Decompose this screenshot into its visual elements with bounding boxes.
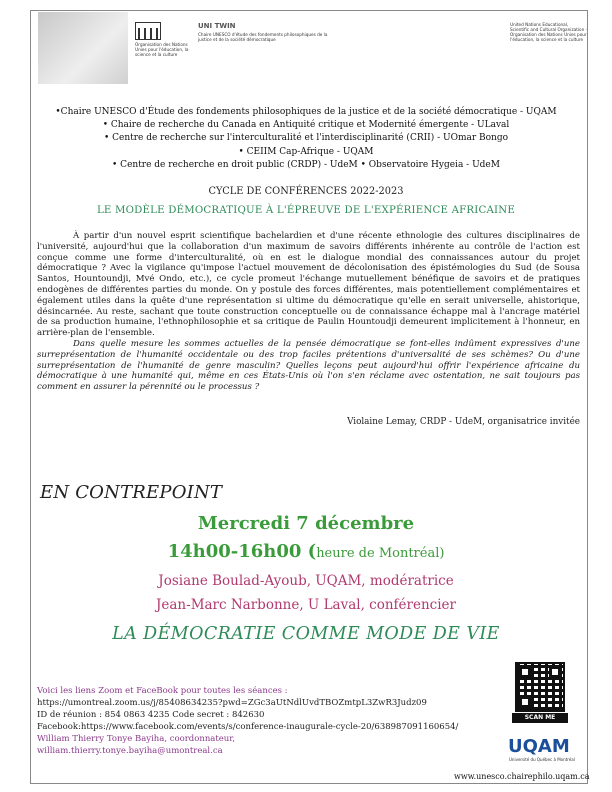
- chair-item: • Centre de recherche en droit public (CRDP) - UdeM • Observatoire Hygeia - UdeM: [112, 159, 500, 170]
- zoom-link[interactable]: https://umontreal.zoom.us/j/85408634235?pwd=ZGc3aUtNdlUvdTBOZmtpL3ZwR3Judz09: [37, 698, 427, 708]
- meeting-id: ID de réunion : 854 0863 4235 Code secret : 842630: [37, 710, 265, 720]
- event-time-range: 14h00-16h00 (: [167, 541, 317, 562]
- scan-me-label: SCAN ME: [512, 713, 568, 723]
- talk-title: LA DÉMOCRATIE COMME MODE DE VIE: [112, 624, 500, 644]
- links-block: [37, 685, 458, 757]
- event-label: EN CONTREPOINT: [40, 482, 223, 503]
- chairs-list: [30, 106, 582, 172]
- temple-icon: [135, 22, 161, 40]
- qr-corner: [519, 696, 531, 708]
- unesco-right-text: United Nations Educational, Scientific and Cultural Organization · Organisation des Nations Unies pour l'éducation, la science et la culture: [510, 22, 587, 42]
- unitwin-label: UNI TWIN: [198, 22, 236, 30]
- email-link[interactable]: william.thierry.tonye.bayiha@umontreal.ca: [37, 746, 223, 756]
- uqam-logo: UQAM: [508, 736, 570, 757]
- body-text: [37, 231, 580, 393]
- qr-code-icon[interactable]: [515, 662, 565, 712]
- unesco-logo: [135, 22, 197, 57]
- chair-item: •Chaire UNESCO d'Étude des fondements philosophiques de la justice et de la société démocratique - UQAM: [55, 107, 557, 117]
- uqam-subtitle: Université du Québec à Montréal: [509, 757, 575, 762]
- moderator: Josiane Boulad-Ayoub, UQAM, modératrice: [158, 573, 454, 589]
- organizer-signature: Violaine Lemay, CRDP - UdeM, organisatrice invitée: [347, 417, 580, 427]
- footer-url[interactable]: www.unesco.chairephilo.uqam.ca: [454, 772, 590, 781]
- event-time: [0, 541, 612, 562]
- unitwin-logo: [198, 22, 333, 42]
- chair-item: • Chaire de recherche du Canada en Antiquité critique et Modernité émergente - ULaval: [102, 120, 510, 131]
- body-paragraph-italic: Dans quelle mesure les sommes actuelles de la pensée démocratique se font-elles indûment expressives d'une surreprésentation de l'humanité occidentale ou des trop faciles prétentions d'universalité de ses schèmes? Ou d'une surreprésentation de l'humanité de genre masculin? Quelles leçons peut aujourd'hui offrir l'expérience africaine du démocratique à une humanité qui, même en ces États-Unis où l'on s'en réclame avec ostentation, ne sait toujours pas comment en assurer la pérennité ou le processus ?: [37, 338, 580, 393]
- unitwin-text: Chaire UNESCO d'étude des fondements philosophiques de la justice et de la société démocratique: [198, 32, 328, 42]
- speaker: Jean-Marc Narbonne, U Laval, conférencier: [155, 597, 456, 613]
- qr-corner: [519, 666, 531, 678]
- event-time-note: heure de Montréal): [316, 546, 445, 561]
- coordinator: William Thierry Tonye Bayiha, coordonnateur,: [37, 734, 236, 744]
- facebook-link[interactable]: Facebook:https://www.facebook.com/events/s/conference-inaugurale-cycle-20/638987091160654/: [37, 722, 459, 732]
- unesco-org-text: Organisation des Nations Unies pour l'éducation, la science et la culture: [135, 42, 189, 57]
- qr-corner: [549, 666, 561, 678]
- body-paragraph: À partir d'un nouvel esprit scientifique bachelardien et d'une récente ethnologie des cultures disciplinaires de l'université, aujourd'hui que la collaboration d'un maximum de savoirs différents inhérente au contrôle de l'action est conçue comme une forme d'interculturalité, où en est le dialogue mondial des connaissances autour du projet démocratique ? Avec la vigilance qu'impose l'actuel mouvement de décolonisation des épistémologies du Sud (de Sousa Santos, Hountoundji, Mvé Ondo, etc.), ce cycle promeut l'échange mutuellement bénéfique de savoirs et de pratiques endogènes de différentes parties du monde. On y postule des forces différentes, mais potentiellement complémentaires et également utiles dans la quête d'une représentation si ultime du démocratique qu'elle en serait universelle, ahistorique, désincarnée. Au reste, sachant que toute construction conceptuelle ou de connaissance échappe mal à l'ancrage matériel de sa production humaine, l'ethnophilosophie et sa critique de Paulin Hountoudji demeurent implicitement à l'honneur, en arrière-plan de l'ensemble.: [37, 231, 580, 339]
- statue-image: [38, 12, 128, 84]
- links-intro: Voici les liens Zoom et FaceBook pour toutes les séances :: [37, 686, 288, 696]
- chair-item: • CEIIM Cap-Afrique - UQAM: [238, 146, 374, 157]
- theme-heading: LE MODÈLE DÉMOCRATIQUE À L'ÉPREUVE DE L'EXPÉRIENCE AFRICAINE: [96, 205, 516, 216]
- chair-item: • Centre de recherche sur l'interculturalité et l'interdisciplinarité (CRII) - UOmar Bongo: [103, 133, 509, 144]
- cycle-heading: CYCLE DE CONFÉRENCES 2022-2023: [208, 186, 404, 197]
- event-date: Mercredi 7 décembre: [197, 513, 415, 534]
- unesco-right-logo: [510, 22, 588, 42]
